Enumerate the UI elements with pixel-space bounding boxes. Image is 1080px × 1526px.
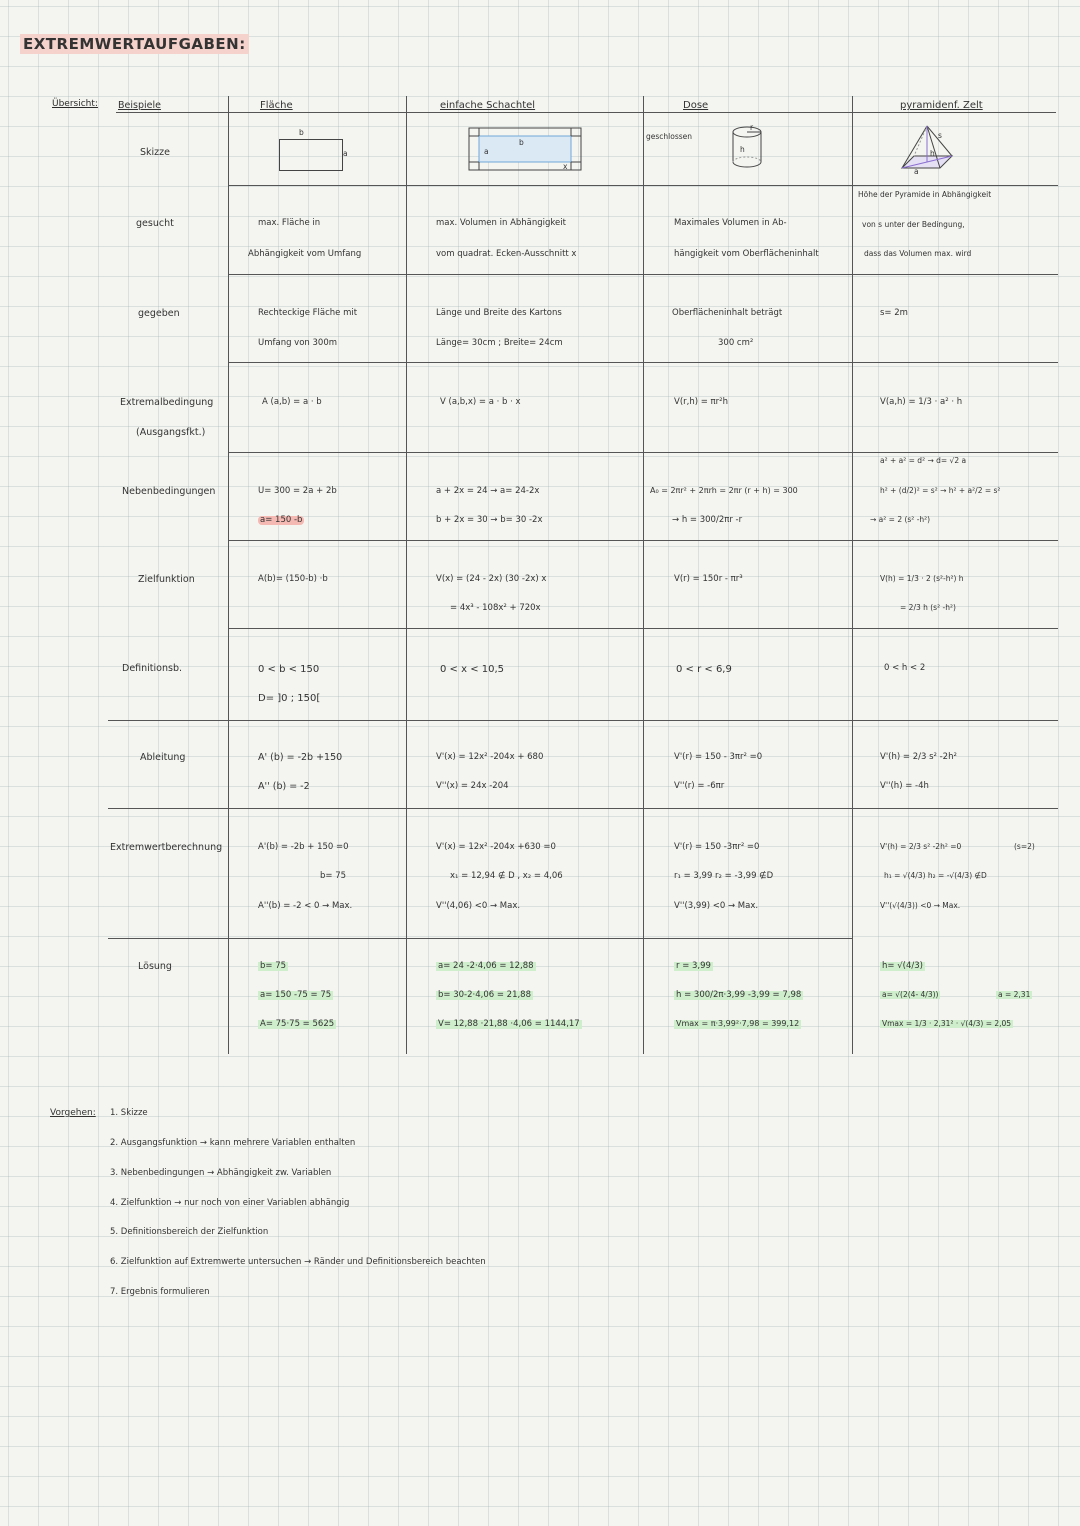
flaeche-gegeben-line2: Umfang von 300m: [258, 338, 338, 348]
dose-extremwert-line1: V'(r) = 150 -3πr² =0: [674, 842, 760, 852]
flaeche-gesucht-line2: Abhängigkeit vom Umfang: [248, 249, 362, 259]
dose-gegeben-line1: Oberflächeninhalt beträgt: [672, 308, 783, 318]
zelt-extremwert-note: (s=2): [1014, 842, 1035, 851]
procedure-step-4: 4. Zielfunktion → nur noch von einer Variablen abhängig: [110, 1198, 350, 1208]
flaeche-loesung-line1: b= 75: [260, 961, 287, 971]
procedure-step-3: 3. Nebenbedingungen → Abhängigkeit zw. Variablen: [110, 1168, 332, 1178]
row-label-extremal: Extremalbedingung: [120, 397, 214, 408]
dose-neben-line1: A₀ = 2πr² + 2πrh = 2πr (r + h) = 300: [650, 486, 798, 495]
column-header-dose: Dose: [683, 100, 709, 111]
schachtel-extremwert-line1: V'(x) = 12x² -204x +630 =0: [436, 842, 556, 852]
dose-gesucht-line1: Maximales Volumen in Ab-: [674, 218, 787, 228]
flaeche-loesung-line2: a= 150 -75 = 75: [260, 990, 332, 1000]
schachtel-ableitung-line2: V''(x) = 24x -204: [436, 781, 509, 791]
zelt-ableitung-line1: V'(h) = 2/3 s² -2h²: [880, 752, 957, 762]
flaeche-gesucht-line1: max. Fläche in: [258, 218, 321, 228]
dose-extremwert-line2: r₁ = 3,99 r₂ = -3,99 ∉D: [674, 871, 774, 881]
dose-ableitung-line2: V''(r) = -6πr: [674, 781, 725, 791]
zelt-neben-line3: → a² = 2 (s² -h²): [870, 515, 931, 524]
flaeche-neben-line2: a= 150 -b: [260, 515, 303, 525]
procedure-step-1: 1. Skizze: [110, 1108, 148, 1118]
procedure-step-2: 2. Ausgangsfunktion → kann mehrere Variablen enthalten: [110, 1138, 356, 1148]
row-label-ableitung: Ableitung: [140, 752, 186, 763]
zelt-extremwert-line1: V'(h) = 2/3 s² -2h² =0: [880, 842, 962, 851]
schachtel-gegeben-line1: Länge und Breite des Kartons: [436, 308, 562, 318]
procedure-step-5: 5. Definitionsbereich der Zielfunktion: [110, 1227, 269, 1237]
zelt-extremwert-line2: h₁ = √(4/3) h₂ = -√(4/3) ∉D: [884, 871, 987, 880]
dose-loesung-line3: Vmax = π·3,99²·7,98 = 399,12: [676, 1019, 800, 1028]
row-label-defb: Definitionsb.: [122, 663, 183, 674]
schachtel-defb: 0 < x < 10,5: [440, 664, 505, 675]
schachtel-loesung-line3: V= 12,88 ·21,88 ·4,06 = 1144,17: [438, 1019, 580, 1029]
flaeche-ziel: A(b)= (150-b) ·b: [258, 574, 328, 584]
zelt-neben-line1: a² + a² = d² → d= √2 a: [880, 456, 967, 465]
row-label-beispiele: Beispiele: [118, 100, 161, 111]
zelt-ableitung-line2: V''(h) = -4h: [880, 781, 929, 791]
dose-extremal: V(r,h) = πr²h: [674, 397, 728, 407]
dose-ableitung-line1: V'(r) = 150 - 3πr² =0: [674, 752, 763, 762]
dose-defb: 0 < r < 6,9: [676, 664, 732, 675]
schachtel-loesung-line1: a= 24 -2·4,06 = 12,88: [438, 961, 534, 971]
row-label-extremwert: Extremwertberechnung: [110, 842, 223, 853]
zelt-gesucht-line3: dass das Volumen max. wird: [864, 249, 972, 258]
column-header-flaeche: Fläche: [260, 100, 293, 111]
flaeche-extremwert-line1: A'(b) = -2b + 150 =0: [258, 842, 349, 852]
row-label-loesung: Lösung: [138, 961, 172, 972]
dose-extremwert-line3: V''(3,99) <0 → Max.: [674, 901, 759, 911]
schachtel-gegeben-line2: Länge= 30cm ; Breite= 24cm: [436, 338, 563, 348]
zelt-ziel-line1: V(h) = 1/3 · 2 (s²-h²) h: [880, 574, 964, 583]
flaeche-defb-line1: 0 < b < 150: [258, 664, 320, 675]
dose-loesung-line1: r = 3,99: [676, 961, 711, 971]
schachtel-neben-line2: b + 2x = 30 → b= 30 -2x: [436, 515, 543, 525]
flaeche-extremal: A (a,b) = a · b: [262, 397, 322, 407]
overview-label: Übersicht:: [52, 99, 98, 109]
dose-extra-note: geschlossen: [646, 132, 693, 141]
flaeche-loesung-line3: A= 75·75 = 5625: [260, 1019, 335, 1029]
flaeche-ableitung-line2: A'' (b) = -2: [258, 781, 310, 792]
flaeche-defb-line2: D= ]0 ; 150[: [258, 693, 321, 704]
procedure-label: Vorgehen:: [50, 1108, 96, 1118]
zelt-extremwert-line3: V''(√(4/3)) <0 → Max.: [880, 901, 961, 910]
row-label-gesucht: gesucht: [136, 218, 174, 229]
schachtel-loesung-line2: b= 30-2·4,06 = 21,88: [438, 990, 531, 1000]
schachtel-ziel-line1: V(x) = (24 - 2x) (30 -2x) x: [436, 574, 547, 584]
zelt-loesung-line3: a = 2,31: [998, 990, 1031, 999]
flaeche-extremwert-line3: A''(b) = -2 < 0 → Max.: [258, 901, 353, 911]
zelt-loesung-line1: h= √(4/3): [882, 961, 923, 971]
row-label-skizze: Skizze: [140, 147, 170, 158]
zelt-defb: 0 < h < 2: [884, 663, 926, 673]
zelt-gegeben: s= 2m: [880, 308, 908, 318]
zelt-gesucht-line1: Höhe der Pyramide in Abhängigkeit: [858, 190, 992, 199]
procedure-step-6: 6. Zielfunktion auf Extremwerte untersuchen → Ränder und Definitionsbereich beachten: [110, 1257, 486, 1267]
zelt-gesucht-line2: von s unter der Bedingung,: [862, 220, 965, 229]
row-label-ziel: Zielfunktion: [138, 574, 195, 585]
column-header-zelt: pyramidenf. Zelt: [900, 100, 983, 111]
zelt-ziel-line2: = 2/3 h (s² -h²): [900, 603, 956, 612]
dose-gesucht-line2: hängigkeit vom Oberflächeninhalt: [674, 249, 819, 259]
schachtel-extremal: V (a,b,x) = a · b · x: [440, 397, 521, 407]
flaeche-ableitung-line1: A' (b) = -2b +150: [258, 752, 343, 763]
flaeche-gegeben-line1: Rechteckige Fläche mit: [258, 308, 358, 318]
row-label-gegeben: gegeben: [138, 308, 180, 319]
dose-loesung-line2: h = 300/2π·3,99 -3,99 = 7,98: [676, 990, 802, 1000]
dose-neben-line2: → h = 300/2πr -r: [672, 515, 743, 525]
zelt-loesung-line4: Vmax = 1/3 · 2,31² · √(4/3) = 2,05: [882, 1019, 1012, 1028]
procedure-step-7: 7. Ergebnis formulieren: [110, 1287, 210, 1297]
zelt-neben-line2: h² + (d/2)² = s² → h² + a²/2 = s²: [880, 486, 1001, 495]
page-title: EXTREMWERTAUFGABEN:: [20, 34, 249, 54]
column-header-schachtel: einfache Schachtel: [440, 100, 536, 111]
zelt-loesung-line2: a= √(2(4- 4/3)): [882, 990, 939, 999]
schachtel-extremwert-line3: V''(4,06) <0 → Max.: [436, 901, 521, 911]
dose-gegeben-line2: 300 cm²: [718, 338, 754, 348]
dose-ziel: V(r) = 150r - πr³: [674, 574, 743, 584]
schachtel-neben-line1: a + 2x = 24 → a= 24-2x: [436, 486, 540, 496]
schachtel-ziel-line2: = 4x³ - 108x² + 720x: [450, 603, 541, 613]
schachtel-gesucht-line1: max. Volumen in Abhängigkeit: [436, 218, 566, 228]
schachtel-extremwert-line2: x₁ = 12,94 ∉ D , x₂ = 4,06: [450, 871, 563, 881]
schachtel-ableitung-line1: V'(x) = 12x² -204x + 680: [436, 752, 544, 762]
schachtel-gesucht-line2: vom quadrat. Ecken-Ausschnitt x: [436, 249, 577, 259]
row-label-extremal-sub: (Ausgangsfkt.): [136, 427, 206, 438]
flaeche-neben-line1: U= 300 = 2a + 2b: [258, 486, 337, 496]
flaeche-extremwert-line2: b= 75: [320, 871, 347, 881]
row-label-neben: Nebenbedingungen: [122, 486, 216, 497]
zelt-extremal: V(a,h) = 1/3 · a² · h: [880, 397, 963, 407]
